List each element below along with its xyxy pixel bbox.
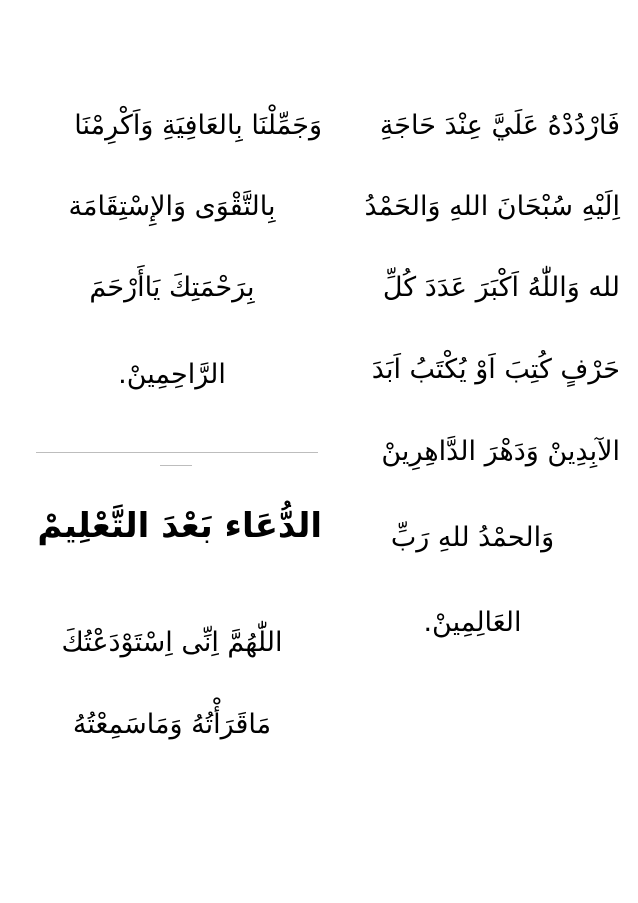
text-line: حَرْفٍ كُتِبَ اَوْ يُكْتَبُ اَبَدَ bbox=[371, 354, 620, 385]
text-line: اللّٰهُمَّ اِنِّى اِسْتَوْدَعْتُكَ bbox=[61, 627, 283, 658]
text-line: الرَّاحِمِينْ. bbox=[118, 359, 226, 390]
text-line: بِالتَّقْوَى وَالإِسْتِقَامَة bbox=[68, 191, 276, 222]
divider-line bbox=[160, 465, 192, 466]
text-line: فَارْدُدْهُ عَلَيَّ عِنْدَ حَاجَةِ bbox=[379, 110, 620, 141]
text-line: مَاقَرَأْتُهُ وَمَاسَمِعْتُهُ bbox=[72, 709, 272, 740]
text-line: العَالِمِينْ. bbox=[423, 607, 522, 638]
divider-line bbox=[36, 452, 318, 453]
text-line: اِلَيْهِ سُبْحَانَ اللهِ وَالحَمْدُ bbox=[364, 191, 620, 222]
text-line: وَجَمِّلْنَا بِالعَافِيَةِ وَاَكْرِمْنَا bbox=[74, 110, 322, 141]
section-heading: الدُّعَاء بَعْدَ التَّعْلِيمْ bbox=[37, 506, 322, 546]
text-line: بِرَحْمَتِكَ يَاأَرْحَمَ bbox=[89, 272, 255, 303]
text-line: وَالحمْدُ للهِ رَبِّ bbox=[390, 522, 555, 553]
text-line: الآبِدِينْ وَدَهْرَ الدَّاهِرِينْ bbox=[381, 436, 620, 467]
text-line: لله وَاللّٰهُ اَكْبَرَ عَدَدَ كُلِّ bbox=[382, 272, 620, 303]
